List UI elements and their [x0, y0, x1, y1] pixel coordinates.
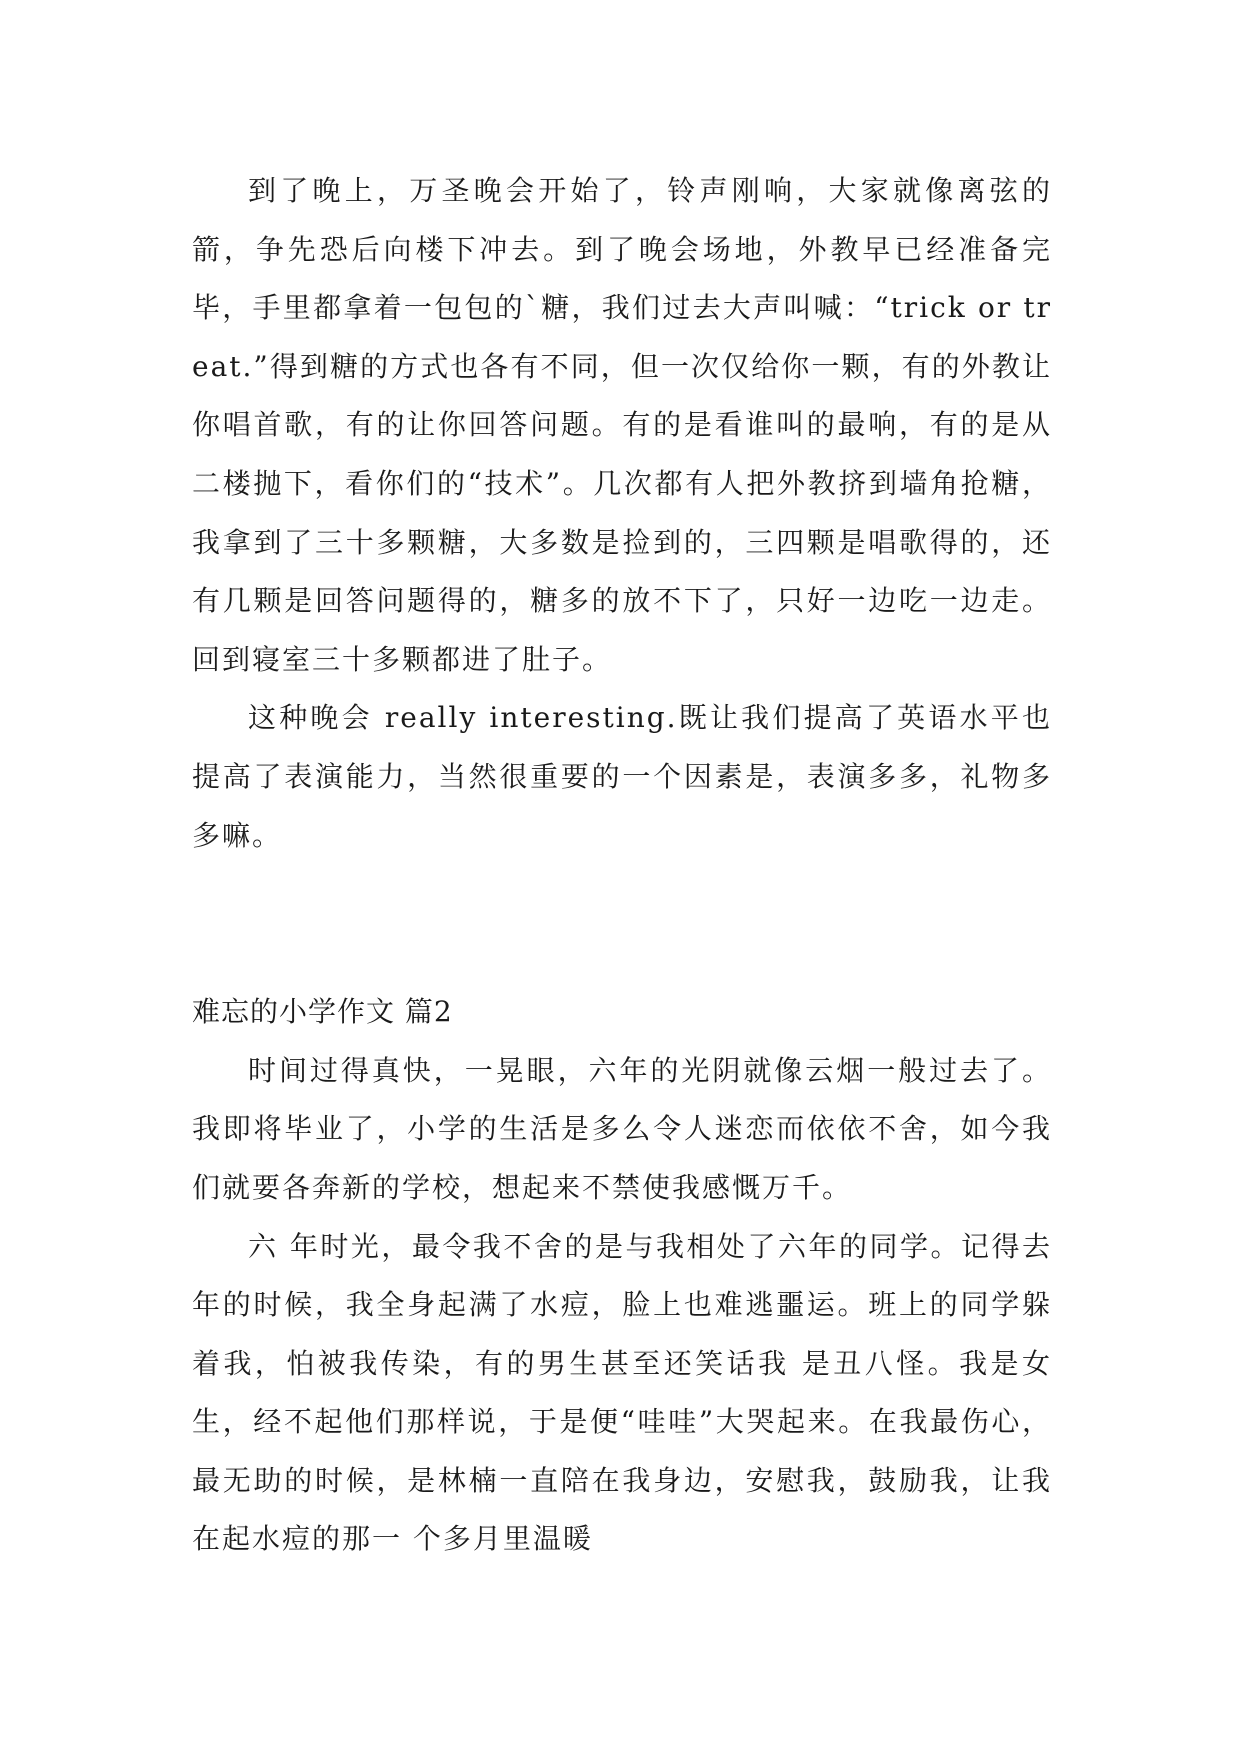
document-body	[192, 162, 1052, 1569]
paragraph-time-flies: 时间过得真快，一晃眼，六年的光阴就像云烟一般过去了。我即将毕业了，小学的生活是多么令人迷恋而依依不舍，如今我们就要各奔新的学校，想起来不禁使我感慨万千。	[192, 1053, 1052, 1204]
paragraph-party-summary: 这种晚会 really interesting.既让我们提高了英语水平也提高了表演能力，当然很重要的一个因素是，表演多多，礼物多多嘛。	[192, 701, 1052, 852]
paragraph-classmates: 六 年时光，最令我不舍的是与我相处了六年的同学。记得去年的时候，我全身起满了水痘，脸上也难逃噩运。班上的同学躲着我，怕被我传染，有的男生甚至还笑话我 是丑八怪。我是女生，经不起他们那样说，于是便“哇哇”大哭起来。在我最伤心，最无助的时候，是林楠一直陪在我身边，安慰我，鼓励我，让我在起水痘的那一 个多月里温暖	[192, 1229, 1052, 1556]
section-title: 难忘的小学作文 篇2	[192, 995, 453, 1029]
paragraph-halloween-party: 到了晚上，万圣晚会开始了，铃声刚响，大家就像离弦的箭，争先恐后向楼下冲去。到了晚会场地，外教早已经准备完毕，手里都拿着一包包的`糖，我们过去大声叫喊：“trick or treat.”得到糖的方式也各有不同，但一次仅给你一颗，有的外教让你唱首歌，有的让你回答问题。有的是看谁叫的最响，有的是从二楼抛下，看你们的“技术”。几次都有人把外教挤到墙角抢糖，我拿到了三十多颗糖，大多数是捡到的，三四颗是唱歌得的，还有几颗是回答问题得的，糖多的放不下了，只好一边吃一边走。回到寝室三十多颗都进了肚子。	[192, 174, 1052, 676]
